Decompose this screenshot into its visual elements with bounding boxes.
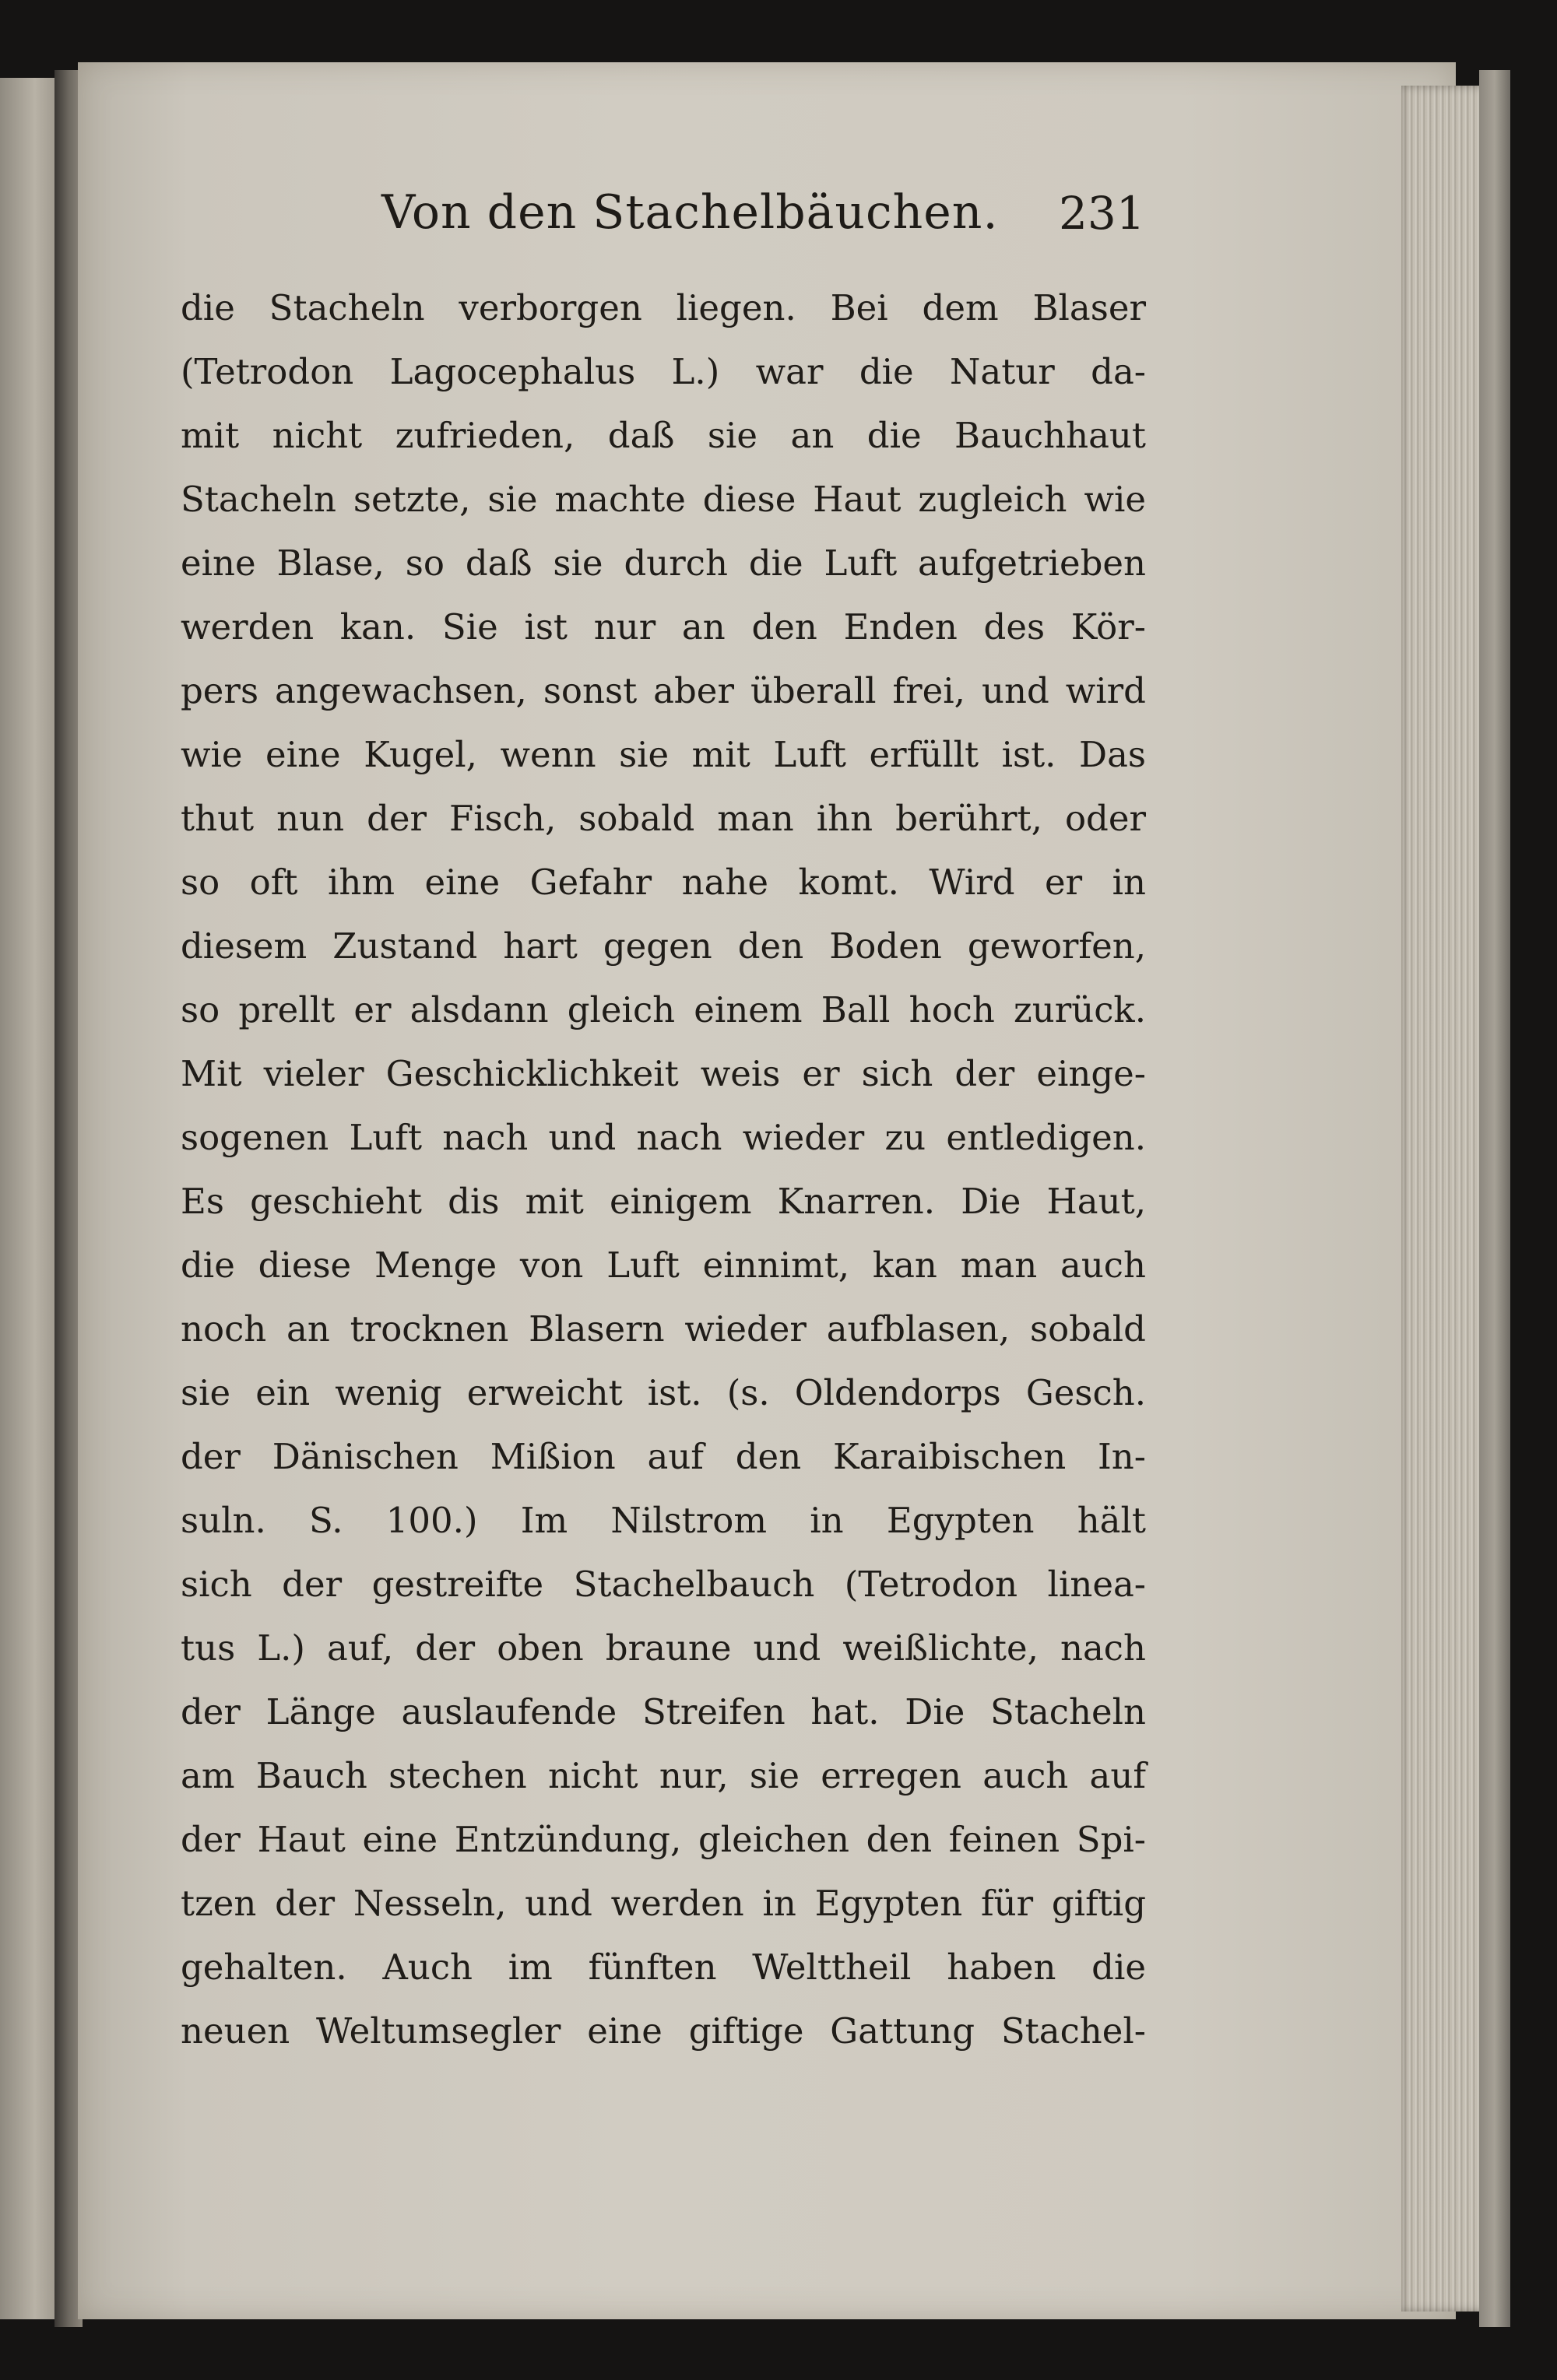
text-line: pers angewachsen, sonst aber überall frei, und wird xyxy=(181,670,1146,711)
text-line: eine Blase, so daß sie durch die Luft aufgetrieben xyxy=(181,542,1146,584)
text-line: sie ein wenig erweicht ist. (s. Oldendorps Gesch. xyxy=(181,1372,1146,1413)
text-line: neuen Weltumsegler eine giftige Gattung Stachel- xyxy=(181,2010,1146,2052)
text-line: tus L.) auf, der oben braune und weißlichte, nach xyxy=(181,1627,1146,1669)
text-line: der Dänischen Mißion auf den Karaibischen In- xyxy=(181,1436,1146,1477)
text-line: so prellt er alsdann gleich einem Ball hoch zurück. xyxy=(181,989,1146,1030)
text-line: noch an trocknen Blasern wieder aufblasen, sobald xyxy=(181,1308,1146,1350)
page-number: 231 xyxy=(1059,187,1145,240)
text-line: (Tetrodon Lagocephalus L.) war die Natur da- xyxy=(181,351,1146,392)
text-line: Mit vieler Geschicklichkeit weis er sich der einge- xyxy=(181,1053,1146,1094)
text-line: am Bauch stechen nicht nur, sie erregen auch auf xyxy=(181,1755,1146,1796)
left-page-edge xyxy=(0,78,58,2319)
text-line: diesem Zustand hart gegen den Boden geworfen, xyxy=(181,925,1146,967)
text-line: werden kan. Sie ist nur an den Enden des Kör- xyxy=(181,606,1146,648)
text-line: mit nicht zufrieden, daß sie an die Bauchhaut xyxy=(181,415,1146,456)
text-line: thut nun der Fisch, sobald man ihn berührt, oder xyxy=(181,798,1146,839)
text-line: so oft ihm eine Gefahr nahe komt. Wird er in xyxy=(181,862,1146,903)
text-line: gehalten. Auch im fünften Welttheil haben die xyxy=(181,1946,1146,1988)
cover-edge xyxy=(1479,70,1510,2327)
page-stack-edge xyxy=(1401,86,1487,2312)
text-line: tzen der Nesseln, und werden in Egypten für giftig xyxy=(181,1883,1146,1924)
text-line: sich der gestreifte Stachelbauch (Tetrodon linea- xyxy=(181,1564,1146,1605)
text-line: die diese Menge von Luft einnimt, kan man auch xyxy=(181,1244,1146,1286)
text-line: wie eine Kugel, wenn sie mit Luft erfüllt ist. Das xyxy=(181,734,1146,775)
text-line: der Haut eine Entzündung, gleichen den feinen Spi- xyxy=(181,1819,1146,1860)
text-line: suln. S. 100.) Im Nilstrom in Egypten hält xyxy=(181,1500,1146,1541)
body-text xyxy=(181,276,1146,2063)
text-line: sogenen Luft nach und nach wieder zu entledigen. xyxy=(181,1117,1146,1158)
text-line: der Länge auslaufende Streifen hat. Die Stacheln xyxy=(181,1691,1146,1732)
text-line: die Stacheln verborgen liegen. Bei dem Blaser xyxy=(181,287,1146,328)
text-line: Stacheln setzte, sie machte diese Haut zugleich wie xyxy=(181,479,1146,520)
text-line: Es geschieht dis mit einigem Knarren. Die Haut, xyxy=(181,1181,1146,1222)
running-head: Von den Stachelbäuchen. xyxy=(381,185,999,240)
